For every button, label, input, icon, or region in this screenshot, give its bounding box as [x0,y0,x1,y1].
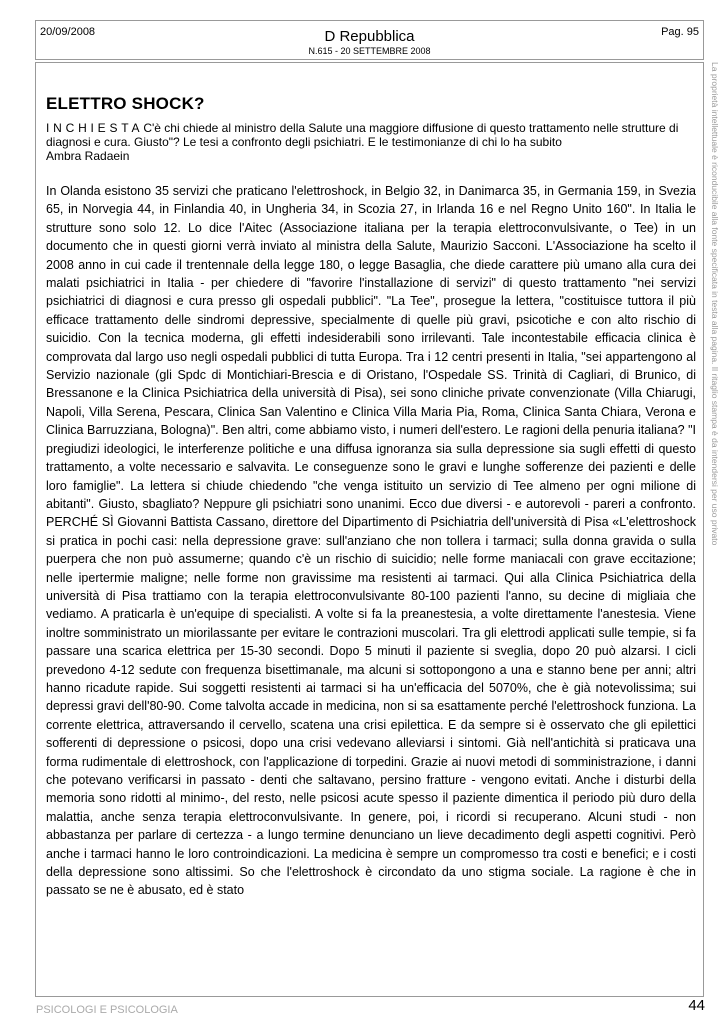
page-header [35,20,704,60]
issue-info: N.615 - 20 SETTEMBRE 2008 [308,46,431,56]
article-kicker: INCHIESTA [46,121,144,135]
header-date: 20/09/2008 [40,26,96,38]
publication-name: D Repubblica [324,28,415,45]
header-page: Pag. 95 [661,26,699,38]
summary-text: C'è chi chiede al ministro della Salute una maggiore diffusione di questo trattamento nelle strutture di diagnosi e cura. Giusto"? Le tesi a confronto degli psichiatri. E le testimonianze di chi lo ha subito [46,121,679,149]
copyright-side-note [710,62,722,962]
article-author: Ambra Radaein [46,149,130,163]
footer-page-number: 44 [688,997,705,1014]
side-note-text: La proprietà intellettuale è riconducibile alla fonte specificata in testa alla pagina. Il ritaglio stampa è da intendersi per uso privato [710,62,720,546]
article-title: ELETTRO SHOCK? [46,94,205,113]
footer-section-label: PSICOLOGI E PSICOLOGIA [36,1004,178,1016]
article-body: In Olanda esistono 35 servizi che praticano l'elettroshock, in Belgio 32, in Danimarca 35, in Germania 159, in Svezia 65, in Norvegia 44, in Finlandia 40, in Ungheria 34, in Scozia 27, in Irlanda 16 e nel Regno Unito 160". In Italia le strutture sono solo 12. Lo dice l'Aitec (Associazione italiana per la terapia elettroconvulsivante, o Tee) in un documento che in questi giorni verrà inviato al ministra della Salute, Maurizio Sacconi. L'Associazione ha scelto il 2008 anno in cui cade il trentennale della legge 180, o legge Basaglia, che diede carattere più umano alla cura dei malati psichiatrici in Italia - per chiedere di "favorire l'installazione di servizi" di questo trattamento "nei servizi psichiatrici di diagnosi e cura presso gli ospedali pubblici". "La Tee", prosegue la lettera, "costituisce tuttora il più efficace trattamento delle sindromi depressive, specialmente di quelle più gravi, psicotiche e con alto rischio di suicidio. Con la tecnica moderna, gli effetti indesiderabili sono irrilevanti. Tale incontestabile efficacia clinica è comprovata dal largo uso negli ospedali pubblici di tutta Europa. Tra i 12 centri presenti in Italia, "sei appartengono al Servizio nazionale (gli Spdc di Montichiari-Brescia e di Oristano, l'Ospedale SS. Trinità di Cagliari, di Brunico, di Bressanone e la Clinica Psichiatrica della università di Pisa), sei sono cliniche private convenzionate (Villa Chiarugi, Napoli, Villa Serena, Pescara, Clinica San Valentino e Clinica Villa Maria Pia, Roma, Clinica Santa Chiara, Verona e Clinica Barruzziana, Bologna)". Ben altri, come abbiamo visto, i numeri dell'estero. Le ragioni della penuria italiana? "I pregiudizi ideologici, le interferenze politiche e una diffusa ignoranza sia sulla depressione sia sugli effetti di questo trattamento, a volte necessario e salvavita. Le conseguenze sono le gravi e lunghe sofferenze dei pazienti e delle loro famiglie". La lettera si chiude chiedendo "che venga istituito un servizio di Tee almeno per ogni milione di abitanti". Giusto, sbagliato? Neppure gli psichiatri sono unanimi. Ecco due diversi - e autorevoli - pareri a confronto. PERCHÉ SÌ Giovanni Battista Cassano, direttore del Dipartimento di Psichiatria dell'università di Pisa «L'elettroshock si pratica in pochi casi: nella depressione grave: sull'anziano che non tollera i tarmaci; sulla donna gravida o sulla puerpera che non può assumerne; quando c'è un rischio di suicidio; nelle forme maniacali con grave eccitazione; nelle ipertermie maligne; nelle forme non gravissime ma resistenti ai tarmaci. Qui alla Clinica Psichiatrica della università di Pisa trattiamo con la terapia elettroconvulsivante 80-100 pazienti l'anno, su decine di migliaia che vediamo. A praticarla è un'equipe di specialisti. A volte si fa la preanestesia, a volte direttamente l'anestesia. Viene inoltre somministrato un miorilassante per evitare le contrazioni muscolari. Tra gli elettrodi applicati sulle tempie, si fa passare una scarica elettrica per 15-30 secondi. Dopo 5 minuti il paziente si sveglia, dopo 20 può alzarsi. I cicli prevedono 4-12 sedute con frequenza bisettimanale, ma alcuni si sottopongono a una e stanno bene per anni; altri hanno ricadute rapide. Sui soggetti resistenti ai tarmaci si ha un'efficacia del 5070%, che è già notevolissima; sui depressi gravi dell'80-90. Come talvolta accade in medicina, non si sa esattamente perché l'elettroshock funziona. La corrente elettrica, attraversando il cervello, scatena una crisi epilettica. E da sempre si è osservato che gli epilettici sofferenti di depressione o psicosi, dopo una crisi vedevano alleviarsi i sintomi. Già nell'antichità si praticava una forma rudimentale di elettroshock, con l'applicazione di torpedini. Grazie ai nuovi metodi di somministrazione, i danni che potevano verificarsi in passato - denti che saltavano, persino fratture - vengono evitati. Anche i disturbi della memoria sono ridotti al minimo-, del resto, nelle psicosi acute spesso il paziente dimentica il periodo più duro della malattia, anche senza terapia elettroconvulsivante. In genere, poi, i ricordi si recuperano. Alcuni studi - non abbastanza per parlare di certezza - a lungo termine denunciano un lieve decadimento degli aspetti cognitivi. Però anche i tarmaci hanno le loro controindicazioni. La medicina è sempre un compromesso tra costi e benefici; e i costi della depressione sono altissimi. So che l'elettroshock è circondato da uno stigma sociale. La ragione è che in passato se ne è abusato, ed è stato [46,184,696,898]
article-container [35,62,704,997]
article-summary [46,121,686,163]
